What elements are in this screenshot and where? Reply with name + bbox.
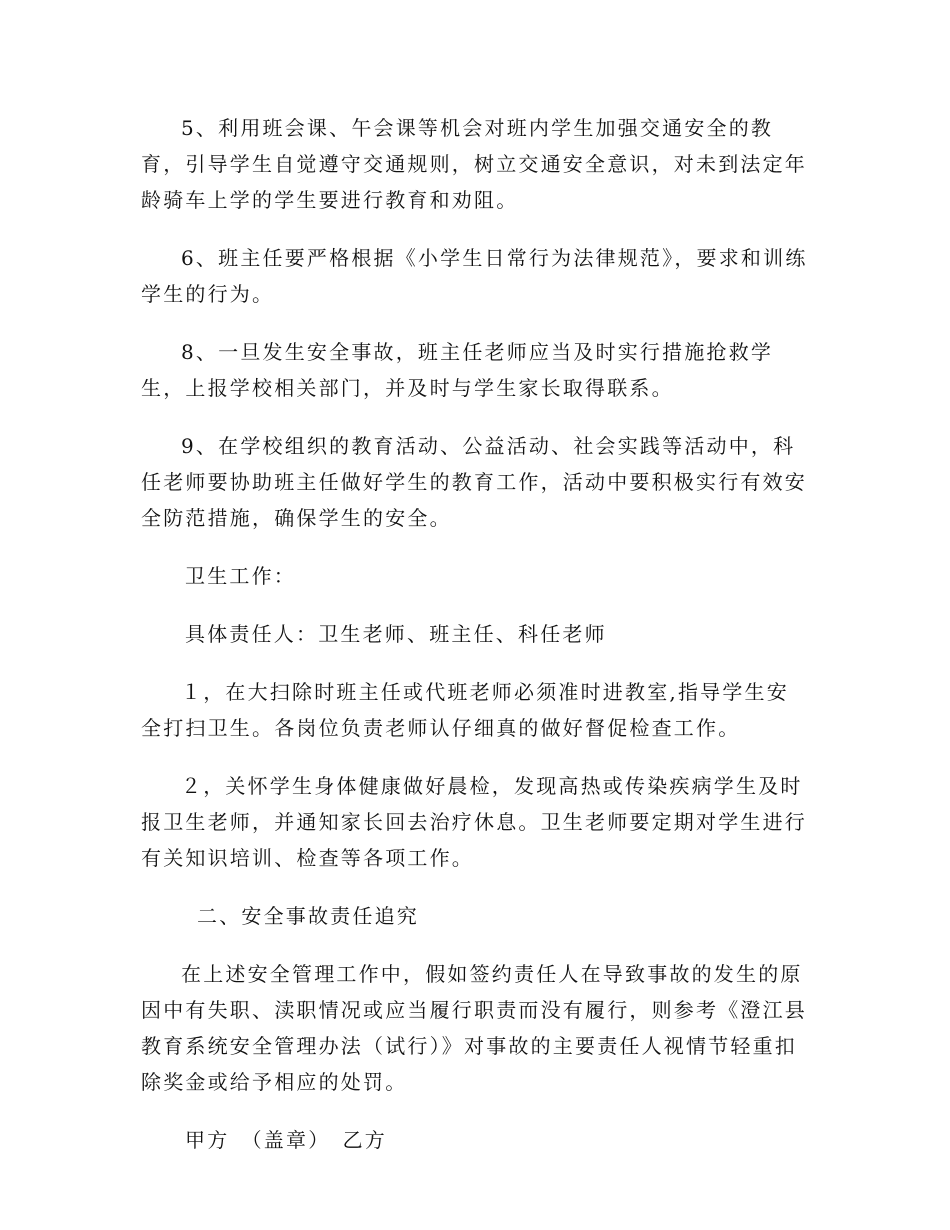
signature-line: 甲方 （盖章） 乙方 (185, 1128, 387, 1152)
paragraph-item-5: 5、利用班会课、午会课等机会对班内学生加强交通安全的教育，引导学生自觉遵守交通规则，树立交通安全意识，对未到法定年龄骑车上学的学生要进行教育和劝阻。 (141, 116, 807, 212)
paragraph-item-9: 9、在学校组织的教育活动、公益活动、社会实践等活动中，科任老师要协助班主任做好学生的教育工作，活动中要积极实行有效安全防范措施，确保学生的安全。 (141, 434, 807, 530)
health-item-1: １，在大扫除时班主任或代班老师必须准时进教室,指导学生安全打扫卫生。各岗位负责老师认仔细真的做好督促检查工作。 (141, 680, 789, 740)
accountability-paragraph: 在上述安全管理工作中，假如签约责任人在导致事故的发生的原因中有失职、渎职情况或应当履行职责而没有履行，则参考《澄江县教育系统安全管理办法（试行）》对事故的主要责任人视情节轻重扣除奖金或给予相应的处罚。 (141, 962, 807, 1094)
health-item-2: ２，关怀学生身体健康做好晨检，发现高热或传染疾病学生及时报卫生老师，并通知家长回去治疗休息。卫生老师要定期对学生进行有关知识培训、检查等各项工作。 (141, 774, 807, 870)
health-responsible-persons: 具体责任人：卫生老师、班主任、科任老师 (185, 622, 607, 646)
section-heading-accountability: 二、安全事故责任追究 (197, 904, 419, 928)
document-body (141, 110, 811, 1158)
health-section-heading: 卫生工作： (185, 564, 296, 588)
paragraph-item-6: 6、班主任要严格根据《小学生日常行为法律规范》，要求和训练学生的行为。 (141, 246, 808, 306)
paragraph-item-8: 8、一旦发生安全事故，班主任老师应当及时实行措施抢救学生，上报学校相关部门，并及时与学生家长取得联系。 (141, 340, 774, 400)
